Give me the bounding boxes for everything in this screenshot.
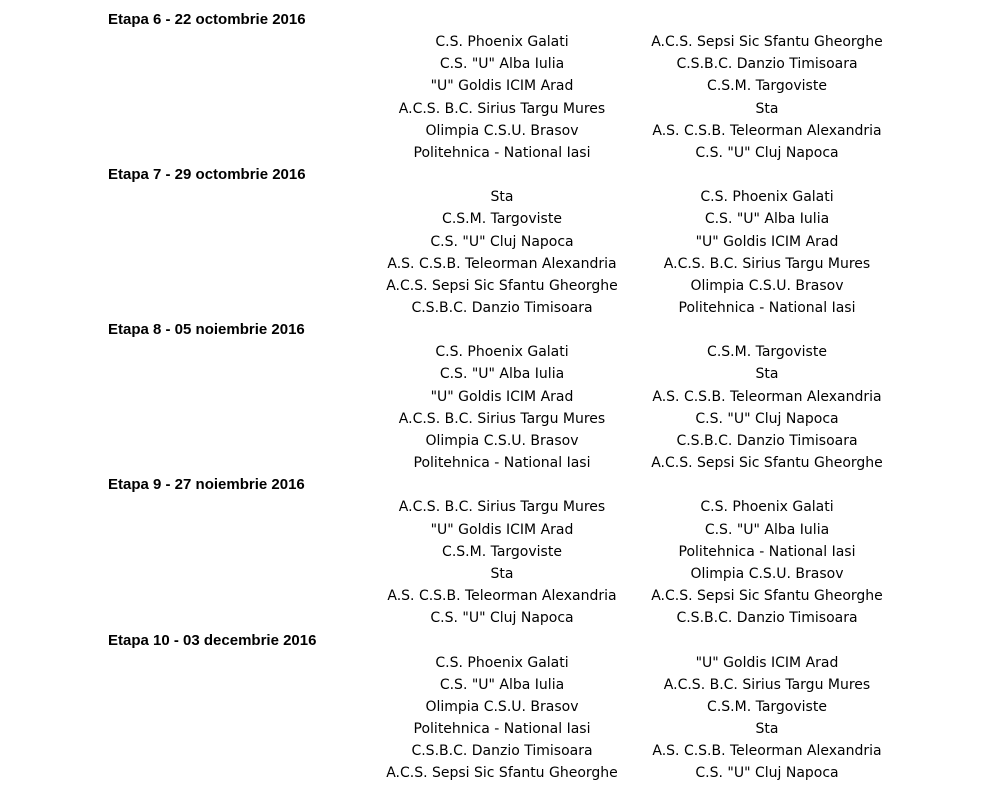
away-team: A.S. C.S.B. Teleorman Alexandria [652, 122, 882, 139]
home-team: A.C.S. Sepsi Sic Sfantu Gheorghe [386, 765, 618, 782]
away-team: A.C.S. Sepsi Sic Sfantu Gheorghe [651, 34, 883, 50]
match-row [0, 408, 1005, 430]
round-section [0, 630, 1005, 785]
away-team: C.S. "U" Cluj Napoca [695, 410, 839, 427]
match-row [0, 231, 1005, 253]
schedule-document [0, 9, 1005, 785]
match-row [0, 696, 1005, 718]
home-team: C.S. "U" Cluj Napoca [430, 610, 574, 627]
home-team: "U" Goldis ICIM Arad [430, 388, 574, 405]
home-team: "U" Goldis ICIM Arad [430, 78, 574, 95]
home-team: "U" Goldis ICIM Arad [430, 521, 574, 538]
match-row [0, 762, 1005, 784]
home-team: C.S.M. Targoviste [442, 543, 562, 560]
away-team: A.C.S. B.C. Sirius Targu Mures [663, 255, 871, 272]
match-row [0, 142, 1005, 164]
match-row [0, 98, 1005, 120]
home-team: A.S. C.S.B. Teleorman Alexandria [387, 588, 617, 605]
away-team: C.S. Phoenix Galati [700, 499, 834, 516]
round-title: Etapa 10 - 03 decembrie 2016 [108, 631, 317, 649]
match-row [0, 208, 1005, 230]
match-row [0, 53, 1005, 75]
round-section [0, 9, 1005, 164]
match-row [0, 341, 1005, 363]
round-title: Etapa 7 - 29 octombrie 2016 [108, 166, 306, 184]
away-team: C.S. Phoenix Galati [700, 189, 834, 206]
match-row [0, 607, 1005, 629]
home-team: C.S.M. Targoviste [442, 211, 562, 228]
match-row [0, 297, 1005, 319]
away-team: C.S. "U" Alba Iulia [704, 521, 830, 538]
home-team: Sta [490, 565, 514, 582]
home-team: C.S. "U" Alba Iulia [439, 366, 565, 383]
away-team: Olimpia C.S.U. Brasov [690, 565, 844, 582]
away-team: Olimpia C.S.U. Brasov [690, 277, 844, 294]
match-row [0, 275, 1005, 297]
away-team: Sta [755, 100, 779, 117]
away-team: C.S.M. Targoviste [707, 78, 827, 95]
home-team: C.S.B.C. Danzio Timisoara [411, 743, 593, 760]
away-team: A.C.S. B.C. Sirius Targu Mures [663, 676, 871, 693]
home-team: A.C.S. B.C. Sirius Targu Mures [398, 410, 606, 427]
home-team: A.C.S. Sepsi Sic Sfantu Gheorghe [386, 277, 618, 294]
match-row [0, 496, 1005, 518]
home-team: Politehnica - National Iasi [413, 721, 591, 738]
home-team: C.S.B.C. Danzio Timisoara [411, 300, 593, 317]
away-team: Sta [755, 721, 779, 738]
away-team: C.S.B.C. Danzio Timisoara [676, 610, 858, 627]
home-team: Politehnica - National Iasi [413, 144, 591, 161]
away-team: "U" Goldis ICIM Arad [695, 654, 839, 671]
round-section [0, 474, 1005, 629]
home-team: C.S. Phoenix Galati [435, 34, 569, 50]
away-team: C.S. "U" Cluj Napoca [695, 765, 839, 782]
match-row [0, 718, 1005, 740]
match-row [0, 386, 1005, 408]
home-team: Olimpia C.S.U. Brasov [425, 122, 579, 139]
match-row [0, 253, 1005, 275]
match-row [0, 674, 1005, 696]
home-team: C.S. Phoenix Galati [435, 344, 569, 361]
match-row [0, 740, 1005, 762]
match-row [0, 541, 1005, 563]
home-team: A.C.S. B.C. Sirius Targu Mures [398, 100, 606, 117]
match-row [0, 120, 1005, 142]
match-row [0, 186, 1005, 208]
match-row [0, 31, 1005, 53]
away-team: C.S.M. Targoviste [707, 344, 827, 361]
away-team: "U" Goldis ICIM Arad [695, 233, 839, 250]
match-row [0, 430, 1005, 452]
match-row [0, 452, 1005, 474]
away-team: A.C.S. Sepsi Sic Sfantu Gheorghe [651, 455, 883, 472]
match-row [0, 585, 1005, 607]
away-team: A.S. C.S.B. Teleorman Alexandria [652, 743, 882, 760]
home-team: Olimpia C.S.U. Brasov [425, 698, 579, 715]
away-team: C.S.B.C. Danzio Timisoara [676, 56, 858, 73]
home-team: Sta [490, 189, 514, 206]
round-title: Etapa 8 - 05 noiembrie 2016 [108, 321, 305, 339]
match-row [0, 75, 1005, 97]
match-row [0, 652, 1005, 674]
away-team: C.S.B.C. Danzio Timisoara [676, 433, 858, 449]
away-team: C.S.M. Targoviste [707, 698, 827, 715]
home-team: C.S. "U" Alba Iulia [439, 676, 565, 693]
home-team: Olimpia C.S.U. Brasov [425, 433, 579, 449]
home-team: A.S. C.S.B. Teleorman Alexandria [387, 255, 617, 272]
away-team: C.S. "U" Cluj Napoca [695, 144, 839, 161]
home-team: C.S. "U" Cluj Napoca [430, 233, 574, 250]
away-team: A.C.S. Sepsi Sic Sfantu Gheorghe [651, 588, 883, 605]
round-section [0, 319, 1005, 474]
away-team: Politehnica - National Iasi [678, 543, 856, 560]
round-section [0, 164, 1005, 319]
round-title: Etapa 9 - 27 noiembrie 2016 [108, 476, 305, 494]
away-team: A.S. C.S.B. Teleorman Alexandria [652, 388, 882, 405]
match-row [0, 519, 1005, 541]
match-row [0, 563, 1005, 585]
home-team: Politehnica - National Iasi [413, 455, 591, 472]
away-team: C.S. "U" Alba Iulia [704, 211, 830, 228]
home-team: C.S. "U" Alba Iulia [439, 56, 565, 73]
round-title: Etapa 6 - 22 octombrie 2016 [108, 11, 306, 28]
home-team: A.C.S. B.C. Sirius Targu Mures [398, 499, 606, 516]
away-team: Politehnica - National Iasi [678, 300, 856, 317]
home-team: C.S. Phoenix Galati [435, 654, 569, 671]
match-row [0, 363, 1005, 385]
away-team: Sta [755, 366, 779, 383]
